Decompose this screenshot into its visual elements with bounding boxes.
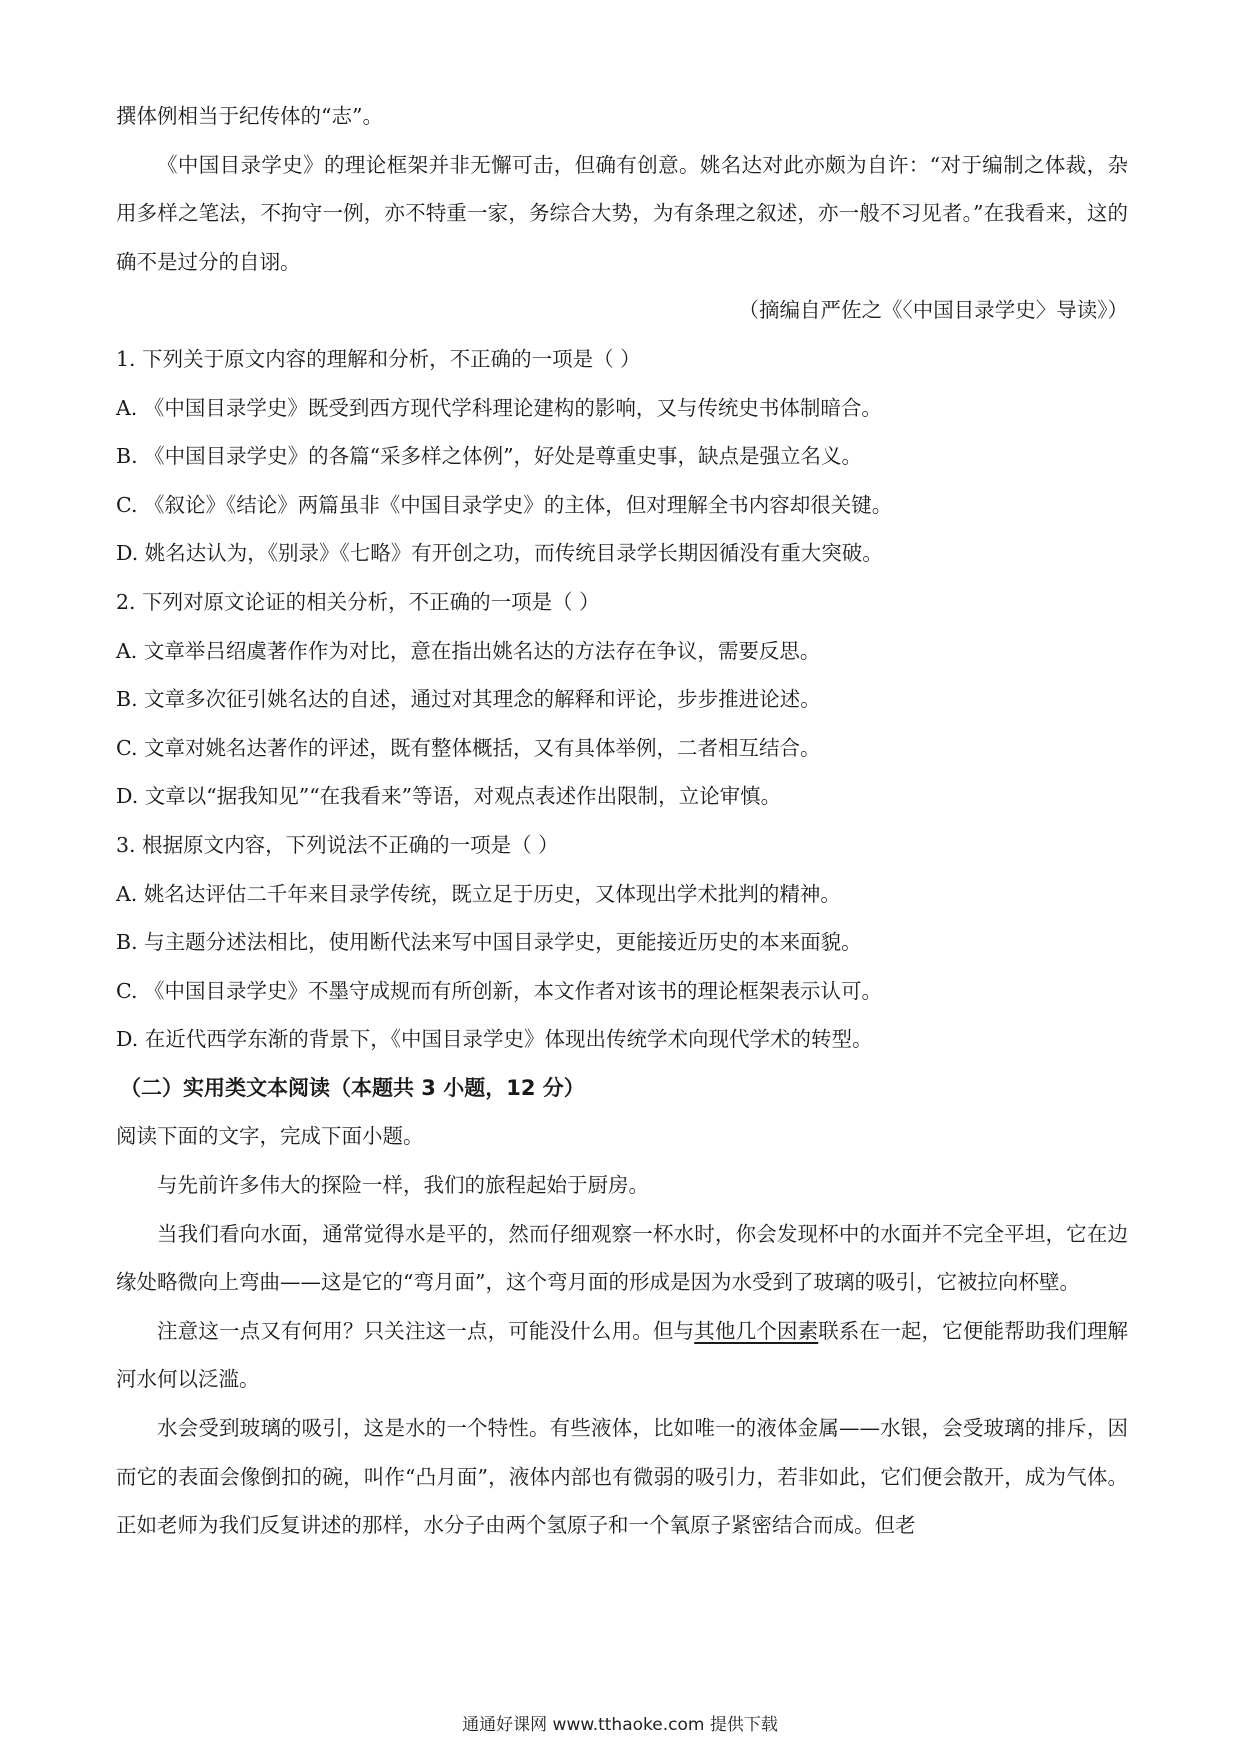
- question-1-option-d: D. 姚名达认为，《别录》《七略》有开创之功，而传统目录学长期因循没有重大突破。: [116, 541, 883, 566]
- question-2-option-c: C. 文章对姚名达著作的评述，既有整体概括，又有具体举例，二者相互结合。: [116, 735, 821, 760]
- question-2-option-d: D. 文章以“据我知见”“在我看来”等语，对观点表述作出限制，立论审慎。: [116, 784, 782, 809]
- question-3-option-b: B. 与主题分述法相比，使用断代法来写中国目录学史，更能接近历史的本来面貌。: [116, 930, 862, 955]
- question-1-option-b: B. 《中国目录学史》的各篇“采多样之体例”，好处是尊重史事，缺点是强立名义。: [116, 444, 863, 469]
- question-stem-3: 3. 根据原文内容，下列说法不正确的一项是（ ）: [116, 832, 559, 857]
- underlined-phrase: 其他几个因素: [694, 1318, 819, 1343]
- question-3-option-a: A. 姚名达评估二千年来目录学传统，既立足于历史，又体现出学术批判的精神。: [116, 881, 841, 906]
- section-heading: （二）实用类文本阅读（本题共 3 小题，12 分）: [120, 1075, 585, 1100]
- passage-text: 联系在一起，它便能帮助我们理解河水何以泛滥。: [116, 1318, 1129, 1392]
- document-page: [116, 92, 1128, 1550]
- question-stem-2: 2. 下列对原文论证的相关分析，不正确的一项是（ ）: [116, 589, 600, 614]
- question-2-option-b: B. 文章多次征引姚名达的自述，通过对其理念的解释和评论，步步推进论述。: [116, 687, 821, 712]
- passage-paragraph: 水会受到玻璃的吸引，这是水的一个特性。有些液体，比如唯一的液体金属——水银，会受玻璃的排斥，因而它的表面会像倒扣的碗，叫作“凸月面”，液体内部也有微弱的吸引力，若非如此，它们便会散开，成为气体。正如老师为我们反复讲述的那样，水分子由两个氢原子和一个氧原子紧密结合而成。但老: [116, 1416, 1128, 1538]
- question-stem-1: 1. 下列关于原文内容的理解和分析，不正确的一项是（ ）: [116, 346, 641, 371]
- page-footer: 通通好课网 www.tthaoke.com 提供下载: [462, 1715, 778, 1735]
- passage-paragraph: [116, 1307, 1128, 1404]
- passage-paragraph: 《中国目录学史》的理论框架并非无懈可击，但确有创意。姚名达对此亦颇为自许：“对于编制之体裁，杂用多样之笔法，不拘守一例，亦不特重一家，务综合大势，为有条理之叙述，亦一般不习见者。”在我看来，这的确不是过分的自诩。: [116, 152, 1128, 274]
- question-1-option-a: A. 《中国目录学史》既受到西方现代学科理论建构的影响，又与传统史书体制暗合。: [116, 395, 882, 420]
- question-2-option-a: A. 文章举吕绍虞著作作为对比，意在指出姚名达的方法存在争议，需要反思。: [116, 638, 821, 663]
- question-3-option-c: C. 《中国目录学史》不墨守成规而有所创新，本文作者对该书的理论框架表示认可。: [116, 978, 882, 1003]
- source-citation: （摘编自严佐之《〈中国目录学史〉导读》）: [738, 298, 1128, 323]
- passage-paragraph: 与先前许多伟大的探险一样，我们的旅程起始于厨房。: [157, 1173, 649, 1198]
- passage-text: 注意这一点又有何用？只关注这一点，可能没什么用。但与: [157, 1318, 695, 1343]
- question-1-option-c: C. 《叙论》《结论》两篇虽非《中国目录学史》的主体，但对理解全书内容却很关键。: [116, 492, 893, 517]
- passage-paragraph: 当我们看向水面，通常觉得水是平的，然而仔细观察一杯水时，你会发现杯中的水面并不完全平坦，它在边缘处略微向上弯曲——这是它的“弯月面”，这个弯月面的形成是因为水受到了玻璃的吸引，它被拉向杯壁。: [116, 1221, 1128, 1295]
- question-3-option-d: D. 在近代西学东渐的背景下，《中国目录学史》体现出传统学术向现代学术的转型。: [116, 1027, 873, 1052]
- section-instruction: 阅读下面的文字，完成下面小题。: [116, 1124, 424, 1149]
- passage-paragraph: 撰体例相当于纪传体的“志”。: [116, 104, 383, 128]
